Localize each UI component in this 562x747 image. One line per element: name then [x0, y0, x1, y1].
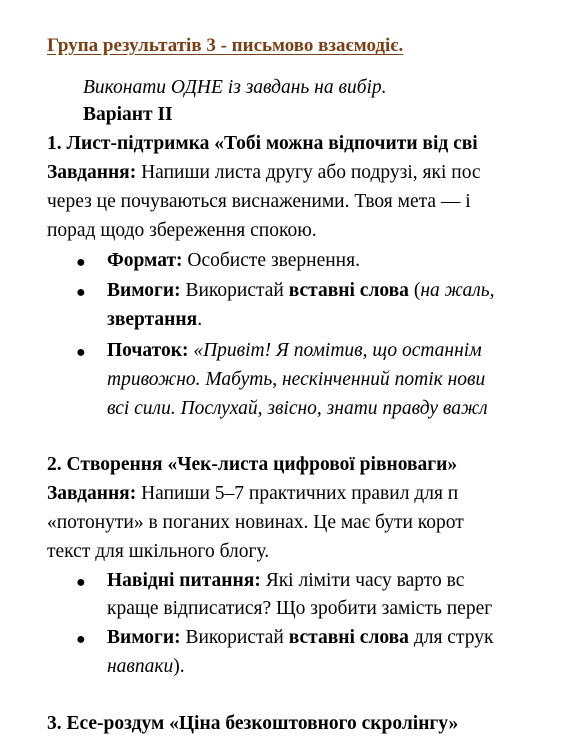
task-1-title: 1. Лист-підтримка «Тобі можна відпочити від сві	[47, 133, 478, 154]
task-2-title: 2. Створення «Чек-листа цифрової рівноваги»	[47, 454, 458, 475]
task-2-text-3: текст для шкільного блогу.	[47, 541, 270, 562]
bullet-marker: ●	[76, 344, 86, 361]
bullet-label: Початок:	[107, 340, 189, 361]
bullet-text: ).	[173, 656, 185, 677]
bullet-bold-text: вставні слова	[288, 280, 409, 301]
task-1-text-2: через це почуваються виснаженими. Твоя мета — і	[47, 191, 471, 212]
bullet-marker: ●	[76, 254, 86, 271]
bullet-label: Навідні питання:	[107, 570, 261, 591]
bullet-bold-text: вставні слова	[288, 627, 409, 648]
bullet-italic-text: навпаки	[107, 656, 174, 677]
bullet-label: Формат:	[107, 250, 183, 271]
task-2-text-2: «потонути» в поганих новинах. Це має бути корот	[47, 512, 464, 533]
bullet-marker: ●	[76, 284, 86, 301]
task-1-line-1	[47, 161, 481, 185]
bullet-italic-text: «Привіт! Я помітив, що останнім	[188, 340, 482, 361]
task-2-line-1	[47, 482, 458, 506]
bullet-text: Використай	[180, 280, 289, 301]
bullet-marker: ●	[76, 631, 86, 648]
bullet-text: Використай	[180, 627, 289, 648]
bullet-label: Вимоги:	[107, 627, 181, 648]
task-2-bullet-questions-line-2: краще відписатися? Що зробити замість перег	[107, 598, 493, 619]
bullet-italic-text: на жаль,	[420, 280, 495, 301]
task-1-text-3: порад щодо збереження спокою.	[47, 220, 317, 241]
task-2-label: Завдання:	[47, 483, 137, 504]
task-1-label: Завдання:	[47, 162, 137, 183]
bullet-bold-text: звертання	[107, 309, 198, 330]
task-1-bullet-format	[107, 249, 360, 273]
task-1-bullet-requirements	[107, 279, 495, 303]
bullet-label: Вимоги:	[107, 280, 181, 301]
task-1-bullet-requirements-line-2	[107, 308, 202, 332]
bullet-text: Особисте звернення.	[182, 250, 360, 271]
variant-title: Варіант ІІ	[83, 104, 173, 125]
section-heading: Група результатів 3 - письмово взаємодіє.	[47, 35, 404, 56]
task-2-bullet-questions	[107, 569, 464, 593]
bullet-text: (	[408, 280, 421, 301]
task-1-bullet-start-line-3: всі сили. Послухай, звісно, знати правду важл	[107, 398, 488, 419]
task-1-bullet-start	[107, 339, 482, 363]
task-2-text-1: Напиши 5–7 практичних правил для п	[136, 483, 459, 504]
task-3-title: 3. Есе-роздум «Ціна безкоштовного скролінгу»	[47, 713, 459, 734]
bullet-text: Які ліміти часу варто вс	[260, 570, 465, 591]
bullet-marker: ●	[76, 574, 86, 591]
task-1-text-1: Напиши листа другу або подрузі, які пос	[136, 162, 481, 183]
bullet-text: для струк	[408, 627, 494, 648]
bullet-text: .	[197, 309, 203, 330]
instruction-text: Виконати ОДНЕ із завдань на вибір.	[83, 77, 387, 98]
task-2-bullet-requirements	[107, 626, 493, 650]
task-2-bullet-requirements-line-2	[107, 655, 185, 679]
task-1-bullet-start-line-2: тривожно. Мабуть, нескінченний потік нови	[107, 369, 486, 390]
